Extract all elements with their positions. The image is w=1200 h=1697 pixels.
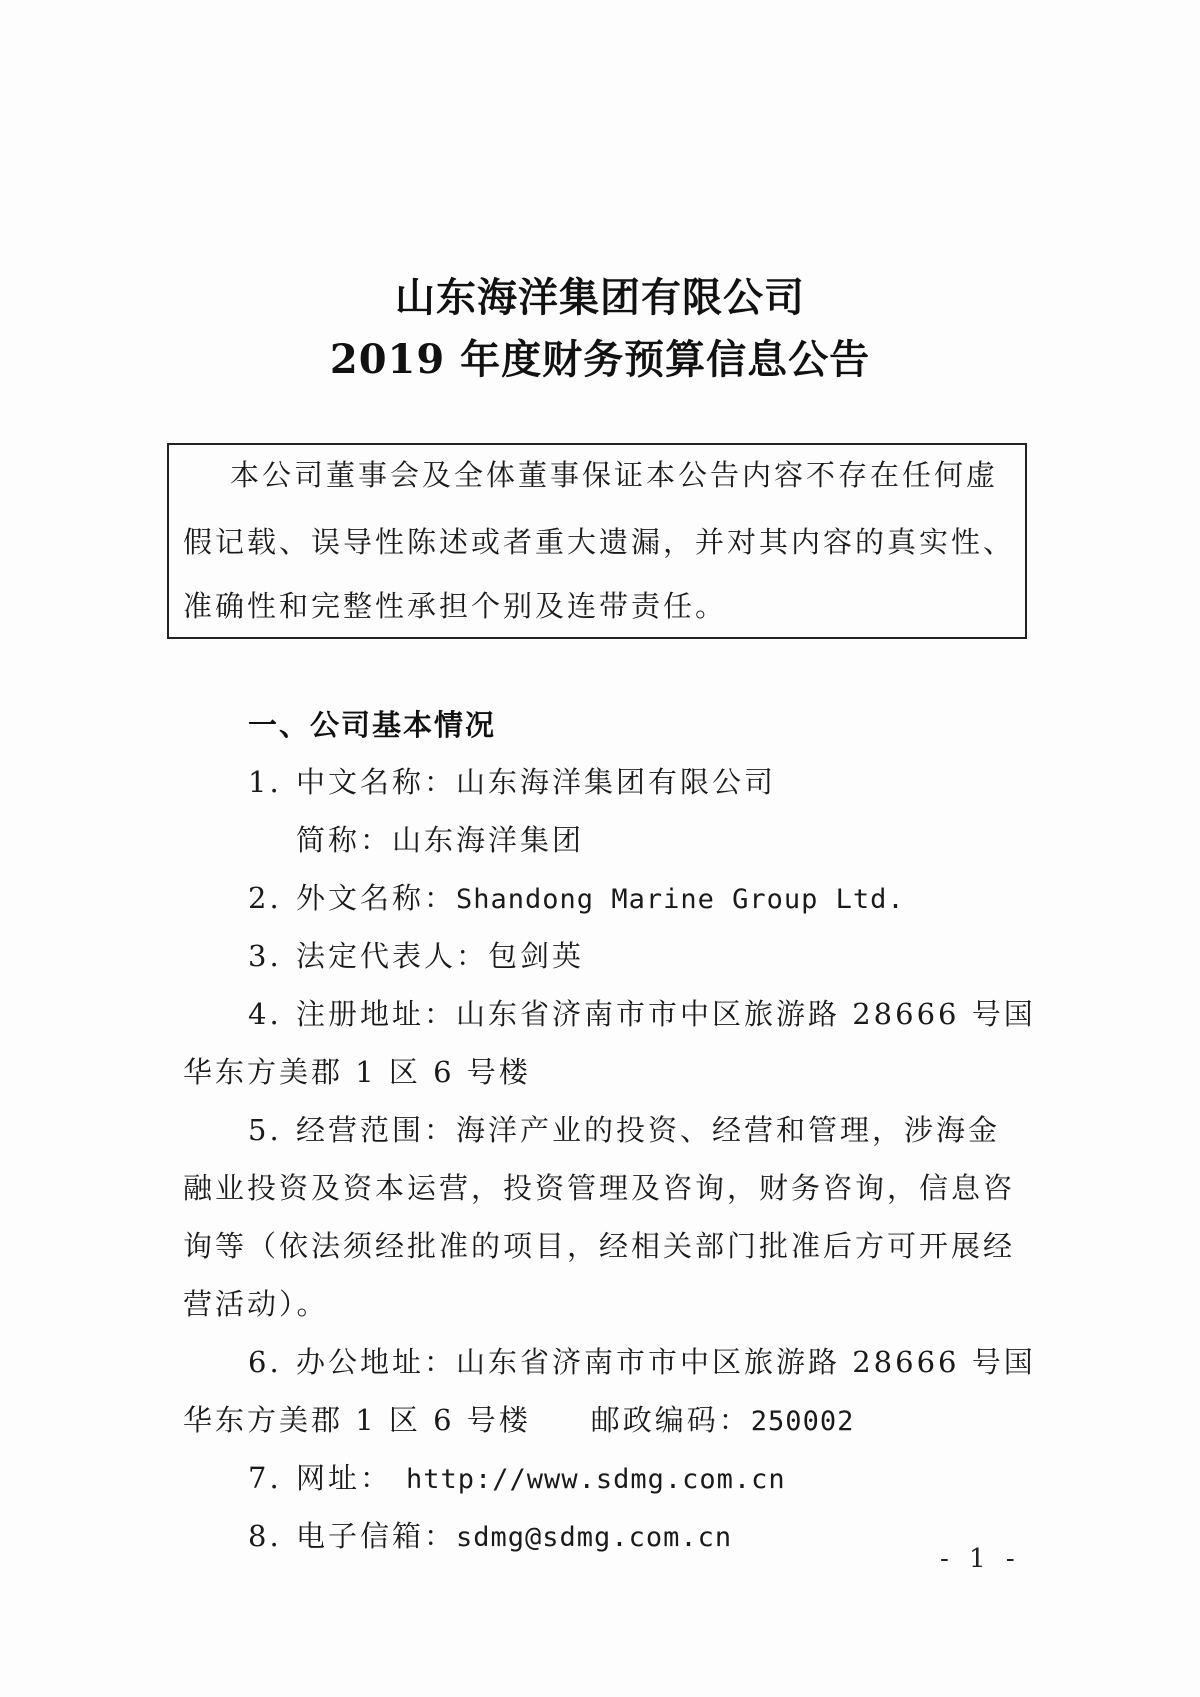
item-number: 2. — [248, 881, 282, 915]
item-label: 简称： — [296, 823, 393, 857]
item-value: 华东方美郡 1 区 6 号楼 — [183, 1403, 531, 1437]
disclaimer-line: 假记载、误导性陈述或者重大遗漏，并对其内容的真实性、 — [183, 525, 1016, 559]
item-value: 山东海洋集团 — [392, 823, 585, 857]
info-item-chinese-name — [248, 760, 776, 801]
disclaimer-line: 准确性和完整性承担个别及连带责任。 — [183, 589, 728, 623]
item-number: 1. — [248, 765, 282, 799]
document-title-line2: 2019 年度财务预算信息公告 — [329, 336, 871, 383]
item-value: 山东海洋集团有限公司 — [456, 765, 777, 799]
postcode-label: 邮政编码： — [590, 1403, 751, 1437]
item-label: 中文名称： — [296, 765, 457, 799]
section-heading-company-info: 一、公司基本情况 — [248, 708, 497, 742]
item-number: 7. — [248, 1461, 282, 1495]
item-label: 注册地址： — [296, 997, 457, 1031]
item-value: 包剑英 — [488, 939, 585, 973]
info-item-website — [248, 1456, 786, 1497]
disclaimer-line: 本公司董事会及全体董事保证本公告内容不存在任何虚 — [230, 458, 999, 492]
info-item-foreign-name — [248, 876, 905, 917]
info-item-email — [248, 1514, 732, 1555]
item-value: Shandong Marine Group Ltd. — [456, 884, 905, 915]
document-title-line1: 山东海洋集团有限公司 — [395, 274, 805, 321]
info-item-business-scope-cont: 融业投资及资本运营，投资管理及咨询，财务咨询，信息咨 — [183, 1171, 1016, 1205]
email-link[interactable]: sdmg@sdmg.com.cn — [456, 1522, 733, 1553]
website-link[interactable]: http://www.sdmg.com.cn — [406, 1464, 786, 1495]
item-number: 4. — [248, 997, 282, 1031]
item-value: 海洋产业的投资、经营和管理，涉海金 — [456, 1113, 1001, 1147]
info-item-legal-representative — [248, 934, 584, 975]
item-number: 6. — [248, 1345, 282, 1379]
info-item-business-scope — [248, 1108, 1000, 1149]
item-number: 8. — [248, 1519, 282, 1553]
item-value: 山东省济南市市中区旅游路 28666 号国 — [456, 1345, 1036, 1379]
info-item-short-name — [296, 818, 584, 859]
item-label: 网址： — [296, 1461, 393, 1495]
item-value: 山东省济南市市中区旅游路 28666 号国 — [456, 997, 1036, 1031]
info-item-business-scope-cont: 询等（依法须经批准的项目，经相关部门批准后方可开展经 — [183, 1229, 1016, 1263]
info-item-registered-address-cont: 华东方美郡 1 区 6 号楼 — [183, 1055, 531, 1089]
item-label: 办公地址： — [296, 1345, 457, 1379]
info-item-office-address-cont — [183, 1398, 854, 1439]
item-label: 外文名称： — [296, 881, 457, 915]
item-number: 3. — [248, 939, 282, 973]
item-label: 经营范围： — [296, 1113, 457, 1147]
postcode-value: 250002 — [750, 1406, 855, 1437]
info-item-registered-address — [248, 992, 1036, 1033]
info-item-business-scope-cont: 营活动）。 — [183, 1287, 329, 1321]
page-number: - 1 - — [940, 1544, 1021, 1574]
item-number: 5. — [248, 1113, 282, 1147]
item-label: 电子信箱： — [296, 1519, 457, 1553]
item-label: 法定代表人： — [296, 939, 489, 973]
info-item-office-address — [248, 1340, 1036, 1381]
